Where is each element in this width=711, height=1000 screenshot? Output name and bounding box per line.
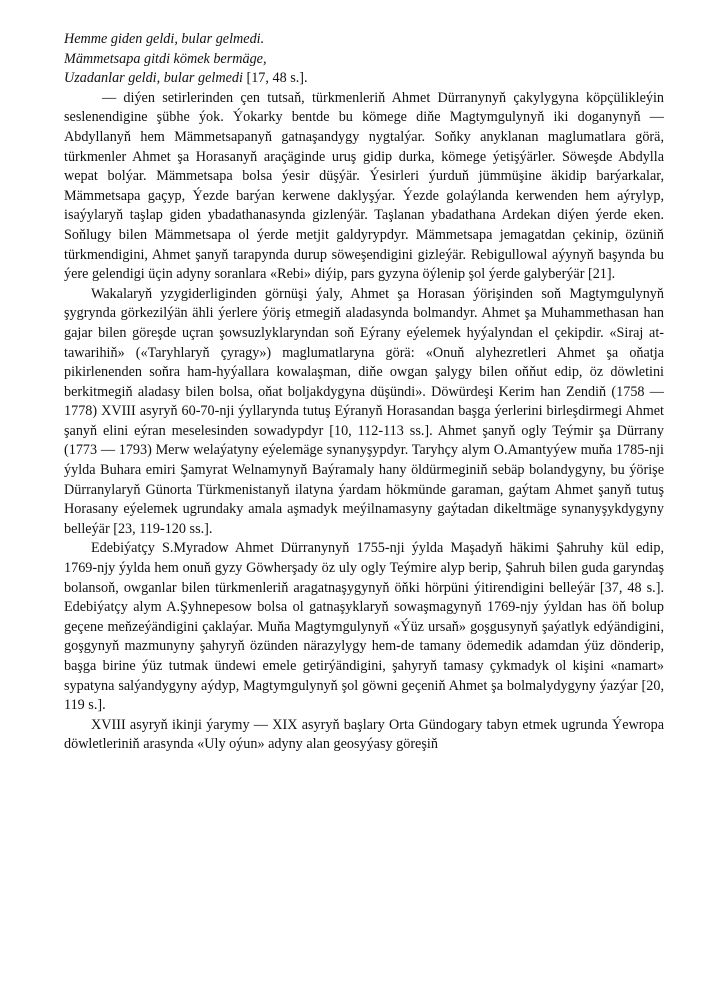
poem-line: Mämmetsapa gitdi kömek bermäge,	[64, 50, 267, 67]
body-paragraph: Edebiýatçy S.Myradow Ahmet Dürranynyň 1755-nji ýylda Maşadyň häkimi Şahruhy kül edip, 1769-njy ýylda hem onuň gyzy Göwherşady öz uly ogly Teýmire alyp berip, Şahruh bilen guda garyndaş bolansoň, owganlar bilen türkmenleriň aragatnaşygynyň öňki hörpüni ýitirendigini belleýär [37, 48 s.]. Edebiýatçy alym A.Şyhnepesow bolsa ol gatnaşyklaryň sowaşmagynyň 1769-njy ýyldan has öň bolup geçene meňzeýändigini çaklaýar. Muňa Magtymgulynyň «Ýüz ursaň» goşgusynyň şaýatlyk edýändigini, goşgynyň mazmunyny şahyryň özünden närazylygy hem-de tamany ödemedik adamdan ýüz dönderip, başga birine ýüz tutmak ündewi emele getirýändigini, şahyryň tamasy çykmadyk ol kişini «namart» sypatyna salýandygyny aýdyp, Magtymgulynyň şol göwni geçeniň Ahmet şa bolmalydygyny ýazýar [20, 119 s.].	[64, 540, 664, 714]
poem-line-text: Uzadanlar geldi, bular gelmedi	[64, 70, 243, 87]
body-paragraph: XVIII asyryň ikinji ýarymy — XIX asyryň başlary Orta Gündogary tabyn etmek ugrunda Ýewropa döwletleriniň arasynda «Uly oýun» adyny alan geosyýasy göreşiň	[64, 716, 664, 753]
document-page	[64, 30, 664, 755]
poem-citation: [17, 48 s.].	[242, 70, 308, 87]
poem-excerpt	[64, 30, 664, 89]
poem-line: Hemme giden geldi, bular gelmedi.	[64, 31, 265, 47]
body-paragraph: — diýen setirlerinden çen tutsaň, türkmenleriň Ahmet Dürranynyň çakylygyna köpçülikleýin seslenendigine şübhe ýok. Ýokarky bentde bu kömege diňe Magtymgulynyň iki doganynyň — Abdyllanyň hem Mämmetsapanyň gatnaşandygy nygtalýar. Soňky anyklanan maglumatlara görä, türkmenler Ahmet şa Horasanyň araçäginde uruş gidip durka, kömege ýetişýärler. Söweşde Abdylla wepat bolýar. Mämmetsapa bolsa ýesir düşýär. Ýesirleri ýurduň jümmüşine äkidip barýarkalar, Mämmetsapa gaçyp, Ýezde barýan kerwene daklyşýar. Ýezde golaýlanda kerwenden hem aýrylyp, isaýylaryň taşlap giden ybadathanasynda gizlenýär. Taşlanan ybadathana Ardekan diýen ýerde eken. Soňlugy bilen Mämmetsapa ol ýerde metjit galdyrypdyr. Mämmetsapa jemagatdan çekinip, özüniň türkmendigini, Ahmet şanyň tarapynda durup söweşendigini gizleýär. Rebigullowal aýynyň başynda bu ýere gelendigi üçin adyny soranlara «Rebi» diýip, pars gyzyna öýlenip şol ýerde galyberýär [21].	[64, 89, 664, 283]
poem-line	[64, 69, 664, 89]
body-paragraph: Wakalaryň yzygiderliginden görnüşi ýaly, Ahmet şa Horasan ýörişinden soň Magtymgulynyň şygrynda görkezilýän ähli ýerlere ýöriş etmegiň aladasynda bolmandyr. Ahmet şa Muhammethasan han gajar bilen göreşde uçran şowsuzlyklaryndan soň Eýrany eýelemek hyýalyndan el çekipdir. «Siraj at-tawarihiň» («Taryhlaryň çyragy») maglumatlaryna görä: «Onuň alyhezretleri Ahmet şa oňatja pikirlenenden soňra ham-hyýallara kowalaşman, diňe owgan şalygy bilen oňňut edip, öz döwletini berkitmegiň aladasy bilen bolsa, oňat boljakdygyna düşündi». Döwürdeşi Kerim han Zendiň (1758 — 1778) XVIII asyryň 60-70-nji ýyllarynda tutuş Eýranyň Horasandan başga ýerlerini birleşdirmegi Ahmet şanyň elini eýran meselesinden sowadypdyr [10, 112-113 ss.]. Ahmet şanyň ogly Teýmir şa Dürrany (1773 — 1793) Merw welaýatyny eýelemäge synanyşypdyr. Taryhçy alym O.Amantyýew muňa 1785-nji ýylda Buhara emiri Şamyrat Welnamynyň Baýramaly hany öldürmeginiň sebäp bolandygyny, bu ýörişe Dürranylaryň Günorta Türkmenistanyň ilatyna ýardam hökmünde garaman, gaýtam Ahmet şanyň tutuş Horasany eýelemek ugrundaky amala aşmadyk meýilnamasyny gaýtadan dikeltmäge synanyşykdygyny belleýär [23, 119-120 ss.].	[64, 285, 664, 537]
